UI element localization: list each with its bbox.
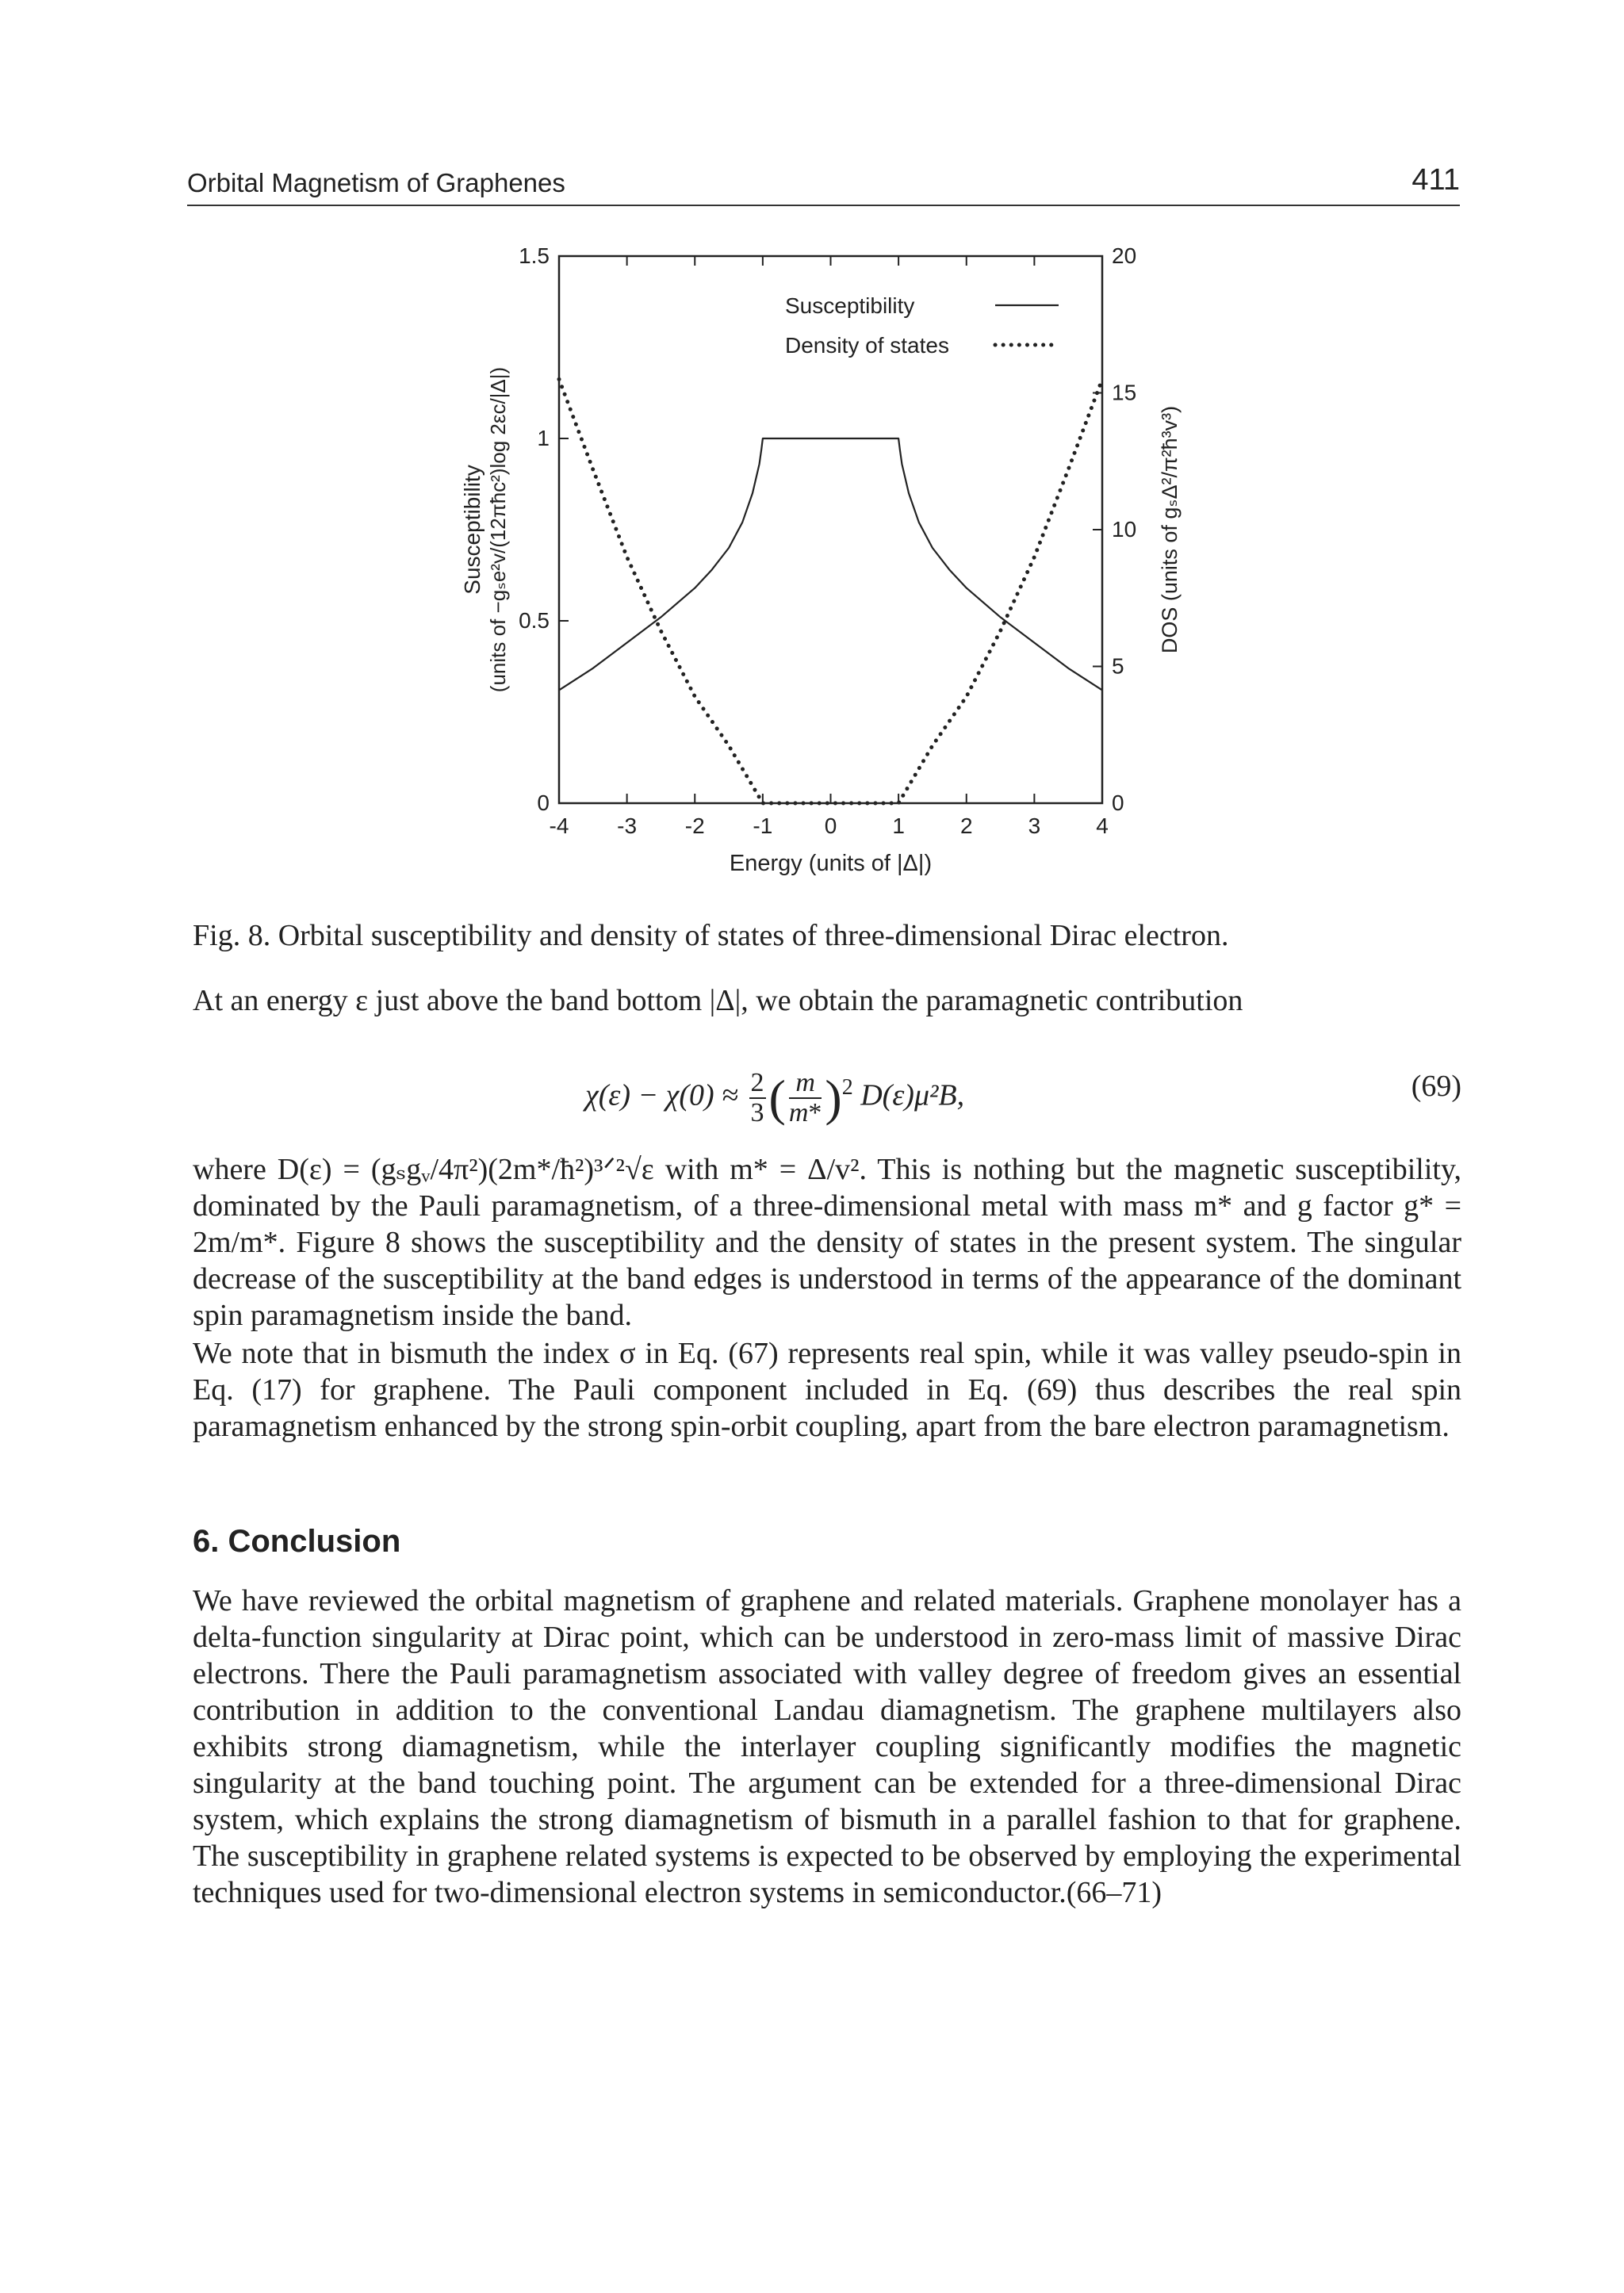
paragraph-susceptibility: where D(ε) = (gₛgᵥ/4π²)(2m*/ħ²)³ᐟ²√ε with m* = Δ/v². This is nothing but the magnetic susceptibility, dominated by the Pauli paramagnetism, of a three-dimensional metal with mass m* and g factor g* = 2m/m*. Figure 8 shows the susceptibility and the density of states in the present system. The singular decrease of the susceptibility at the band edges is understood in terms of the appearance of the dominant spin paramagnetism inside the band. — [193, 1153, 1461, 1332]
x-tick-label: 3 — [1028, 813, 1041, 838]
equation-lhs: χ(ε) − χ(0) ≈ — [585, 1078, 739, 1112]
y-tick-label: 1 — [537, 426, 550, 450]
section-heading-conclusion: 6. Conclusion — [193, 1524, 401, 1559]
series-line — [559, 379, 1102, 803]
y2-tick-label: 5 — [1112, 653, 1124, 679]
x-tick-label: 0 — [824, 813, 837, 838]
fraction-two-thirds: $\frac{2}{3}$ — [750, 1068, 764, 1127]
x-axis-label: Energy (units of |Δ|) — [729, 851, 933, 876]
y2-tick-label: 15 — [1112, 380, 1137, 405]
running-title: Orbital Magnetism of Graphenes — [187, 168, 565, 197]
y-tick-label: 1.5 — [519, 243, 550, 268]
fraction-mass-ratio: $\frac{m}{m*}$ — [788, 1068, 822, 1127]
x-tick-label: 1 — [892, 813, 905, 838]
y-axis-label-line1: Susceptibility — [460, 465, 485, 595]
paragraph-conclusion: We have reviewed the orbital magnetism of graphene and related materials. Graphene monolayer has a delta-function singularity at Dirac point, which can be understood in zero-mass limit of massive Dirac electrons. There the Pauli paramagnetism associated with valley degree of freedom gives an essential contribution in addition to the conventional Landau diamagnetism. The graphene multilayers also exhibits strong diamagnetism, while the interlayer coupling significantly modifies the magnetic singularity at the band touching point. The argument can be extended for a three-dimensional Dirac system, which explains the strong diamagnetism of bismuth in a parallel fashion to that for graphene. The susceptibility in graphene related systems is expected to be observed by employing the experimental techniques used for two-dimensional electron systems in semiconductor.(66–71) — [193, 1584, 1461, 1909]
y2-tick-label: 20 — [1112, 243, 1137, 268]
legend-label: Susceptibility — [785, 293, 915, 318]
figure-8-chart — [428, 230, 1221, 896]
y2-tick-label: 10 — [1112, 517, 1137, 542]
page-number: 411 — [1411, 163, 1460, 197]
intro-sentence: At an energy ε just above the band bottom |Δ|, we obtain the paramagnetic contribution — [193, 984, 1243, 1017]
equation-rhs: D(ε)μ²B, — [860, 1078, 965, 1112]
equation-body: χ(ε) − χ(0) ≈ $\frac{2}{3}$ ( $\frac{m}{m*}$ )$^2$ D(ε)μ²B, — [585, 1068, 965, 1127]
y2-tick-label: 0 — [1112, 790, 1124, 815]
chart-root — [460, 243, 1182, 876]
paragraph-bismuth: We note that in bismuth the index σ in Eq. (67) represents real spin, while it was valley pseudo-spin in Eq. (17) for graphene. The Pauli component included in Eq. (69) thus describes the real spin paramagnetism enhanced by the strong spin-orbit coupling, apart from the bare electron paramagnetism. — [193, 1337, 1461, 1443]
series-line — [559, 438, 1102, 690]
x-tick-label: -4 — [549, 813, 569, 838]
x-tick-label: 4 — [1096, 813, 1109, 838]
x-tick-label: -2 — [684, 813, 705, 838]
x-tick-label: -1 — [753, 813, 773, 838]
figure-caption: Fig. 8. Orbital susceptibility and density of states of three-dimensional Dirac electron. — [193, 919, 1229, 952]
x-tick-label: 2 — [959, 813, 973, 838]
y-tick-label: 0.5 — [519, 608, 550, 633]
y2-axis-label: DOS (units of gₛΔ²/π²ħ³v³) — [1158, 405, 1182, 654]
equation-number: (69) — [1411, 1070, 1461, 1103]
y-axis-label-line2: (units of −gₛe²v/(12πħc²)log 2εc/|Δ|) — [486, 366, 510, 693]
equation-69 — [193, 1047, 1461, 1142]
x-tick-label: -3 — [617, 813, 638, 838]
y-tick-label: 0 — [537, 790, 550, 815]
running-header — [187, 163, 1460, 206]
legend-label: Density of states — [785, 333, 949, 358]
